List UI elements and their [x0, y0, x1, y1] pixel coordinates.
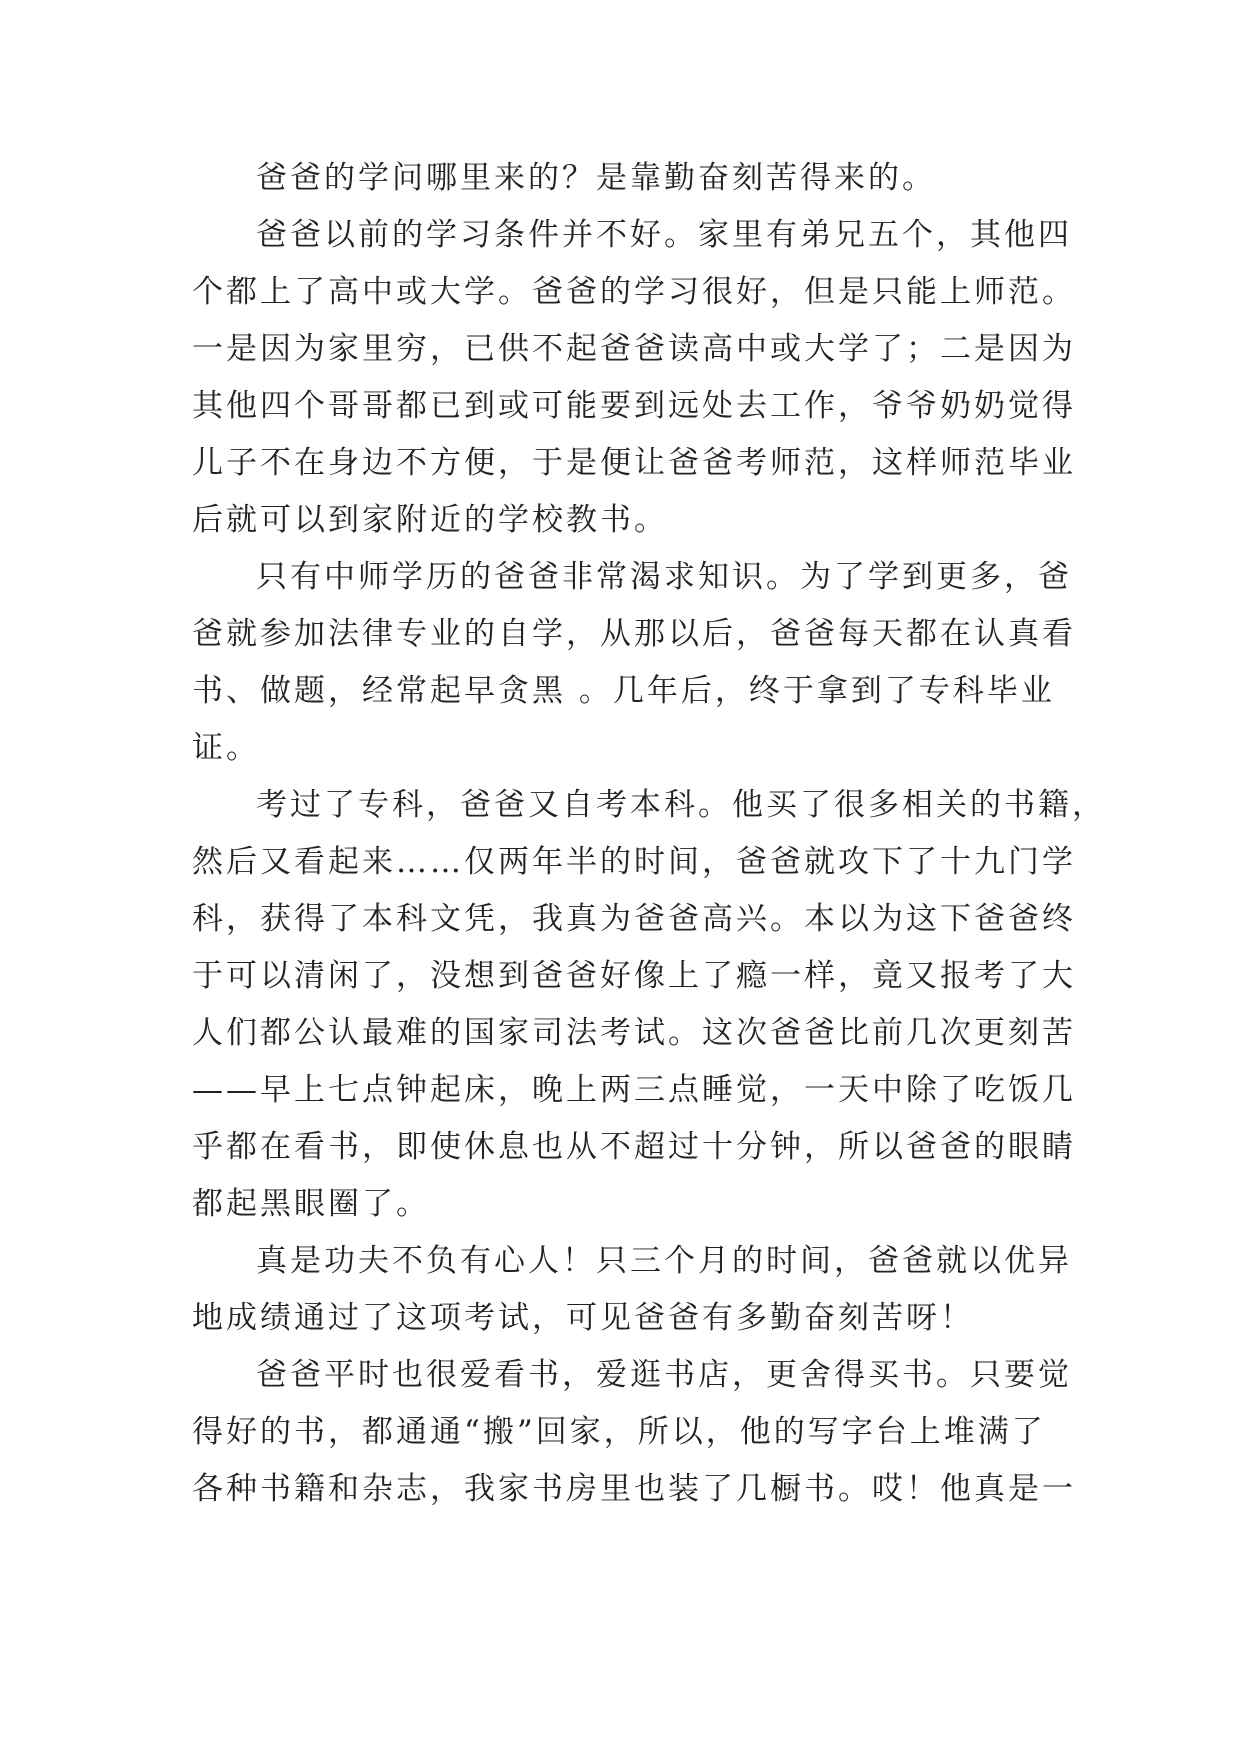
paragraph-4-line-6: ——早上七点钟起床，晚上两三点睡觉，一天中除了吃饭几: [192, 1072, 1076, 1108]
paragraph-4-line-7: 乎都在看书，即使休息也从不超过十分钟，所以爸爸的眼睛: [192, 1129, 1076, 1165]
paragraph-2-line-3: 一是因为家里穷，已供不起爸爸读高中或大学了；二是因为: [192, 331, 1076, 367]
paragraph-3-line-2: 爸就参加法律专业的自学，从那以后，爸爸每天都在认真看: [192, 616, 1076, 652]
paragraph-4-line-5: 人们都公认最难的国家司法考试。这次爸爸比前几次更刻苦: [192, 1015, 1076, 1051]
paragraph-2-line-5: 儿子不在身边不方便，于是便让爸爸考师范，这样师范毕业: [192, 445, 1076, 481]
paragraph-2-line-6: 后就可以到家附近的学校教书。: [192, 502, 668, 538]
document-body: [192, 150, 1106, 1518]
paragraph-4-line-2: 然后又看起来……仅两年半的时间，爸爸就攻下了十九门学: [192, 844, 1076, 880]
paragraph-2-line-2: 个都上了高中或大学。爸爸的学习很好，但是只能上师范。: [192, 274, 1076, 310]
paragraph-4-line-3: 科，获得了本科文凭，我真为爸爸高兴。本以为这下爸爸终: [192, 901, 1076, 937]
paragraph-1-line-1: 爸爸的学问哪里来的？是靠勤奋刻苦得来的。: [256, 160, 936, 196]
paragraph-2-line-4: 其他四个哥哥都已到或可能要到远处去工作，爷爷奶奶觉得: [192, 388, 1076, 424]
paragraph-4-line-8: 都起黑眼圈了。: [192, 1186, 430, 1222]
paragraph-4-line-4: 于可以清闲了，没想到爸爸好像上了瘾一样，竟又报考了大: [192, 958, 1076, 994]
paragraph-5-line-2: 地成绩通过了这项考试，可见爸爸有多勤奋刻苦呀！: [192, 1300, 974, 1336]
paragraph-2-line-1: 爸爸以前的学习条件并不好。家里有弟兄五个，其他四: [256, 217, 1072, 253]
paragraph-3-line-3: 书、做题，经常起早贪黑 。几年后，终于拿到了专科毕业: [192, 673, 1055, 709]
paragraph-3-line-4: 证。: [192, 730, 260, 766]
paragraph-3-line-1: 只有中师学历的爸爸非常渴求知识。为了学到更多，爸: [256, 559, 1072, 595]
paragraph-5-line-1: 真是功夫不负有心人！只三个月的时间，爸爸就以优异: [256, 1243, 1072, 1279]
paragraph-6-line-2: 得好的书，都通通“搬”回家，所以，他的写字台上堆满了: [192, 1414, 1046, 1450]
paragraph-6-line-1: 爸爸平时也很爱看书，爱逛书店，更舍得买书。只要觉: [256, 1357, 1072, 1393]
paragraph-4-line-1: 考过了专科，爸爸又自考本科。他买了很多相关的书籍，: [256, 787, 1106, 823]
paragraph-6-line-3: 各种书籍和杂志，我家书房里也装了几橱书。哎！他真是一: [192, 1471, 1076, 1507]
